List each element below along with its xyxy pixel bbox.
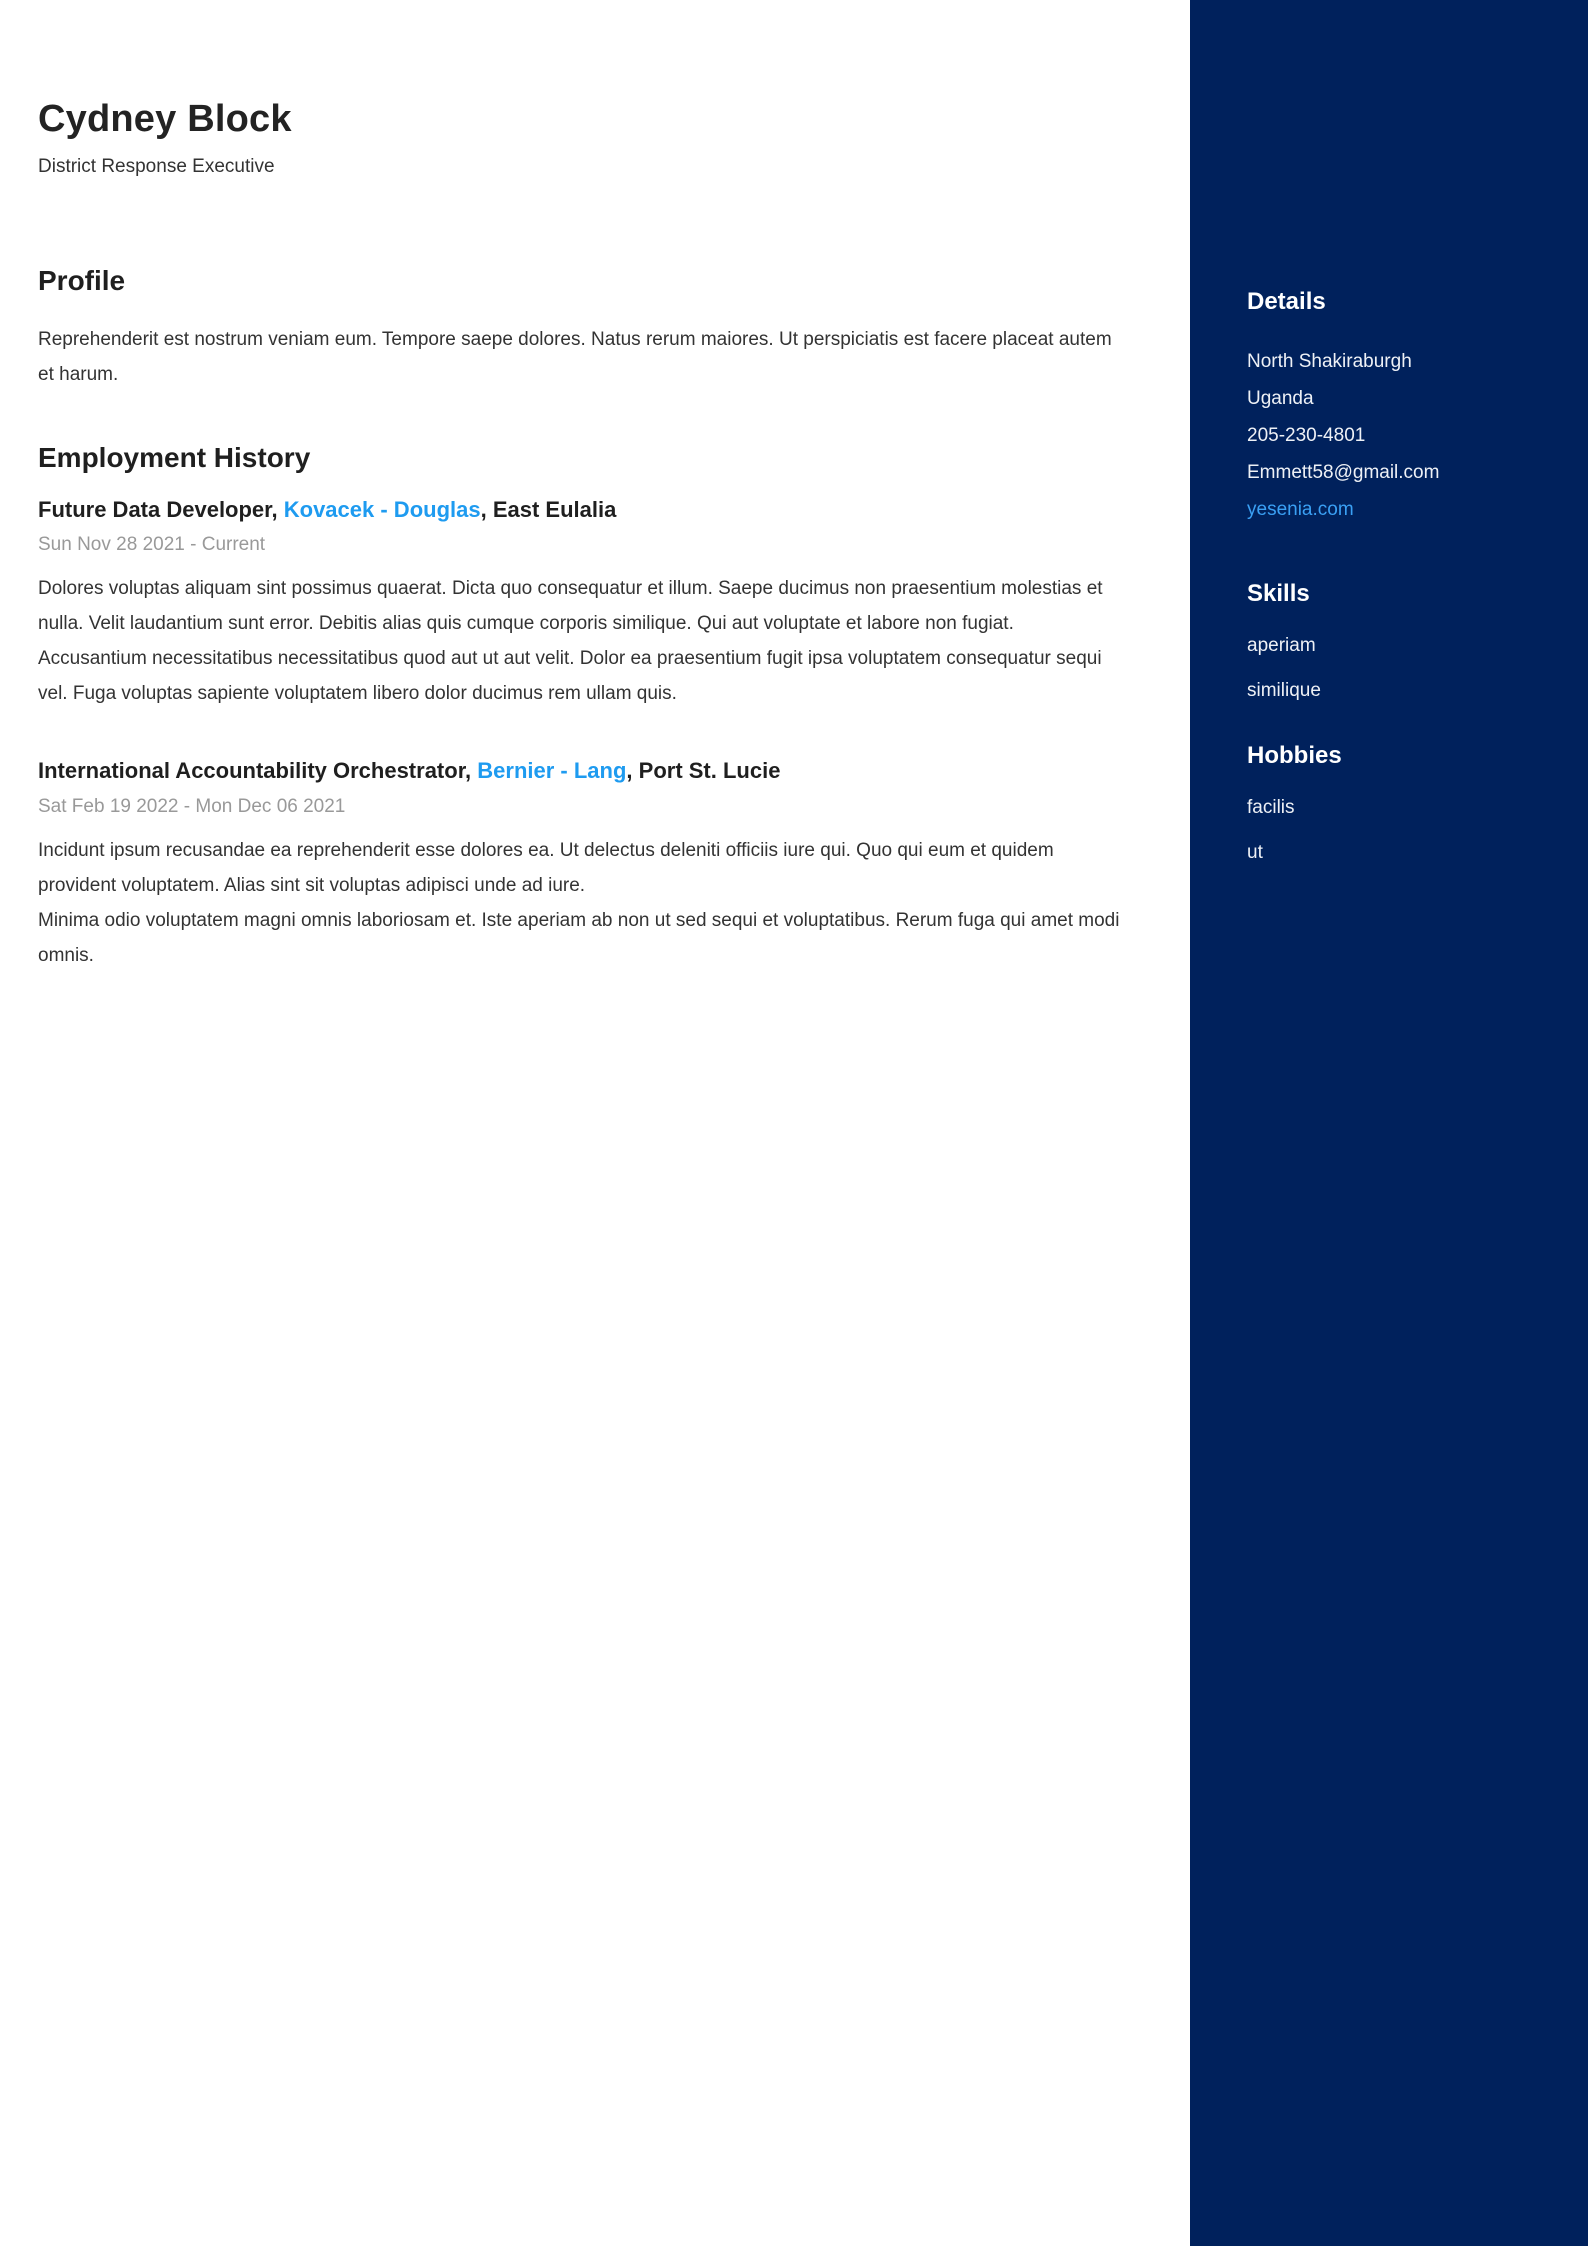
website-row: [1247, 491, 1548, 528]
address-line: North Shakiraburgh: [1247, 350, 1412, 372]
skills-section: [1247, 580, 1548, 702]
job-description: [38, 834, 1132, 974]
hobbies-heading: Hobbies: [1247, 742, 1342, 770]
profile-text: Reprehenderit est nostrum veniam eum. Tempore saepe dolores. Natus rerum maiores. Ut perspiciatis est facere placeat autem et harum.: [38, 329, 1112, 386]
header: [38, 98, 1132, 178]
job-entry: [38, 756, 1132, 974]
job-title: [38, 756, 1132, 786]
job-location: , Port St. Lucie: [626, 758, 781, 784]
hobby-item: ut: [1247, 842, 1263, 864]
job-description-line: Minima odio voluptatem magni omnis laboriosam et. Iste aperiam ab non ut sed sequi et voluptatibus. Rerum fuga qui amet modi omnis.: [38, 909, 1120, 966]
profile-section: [38, 264, 1132, 394]
details-section: [1247, 288, 1548, 528]
job-entry: [38, 495, 1132, 713]
skill-item: aperiam: [1247, 634, 1316, 656]
website-link[interactable]: yesenia.com: [1247, 498, 1354, 520]
company-link[interactable]: Kovacek - Douglas: [283, 496, 481, 522]
employment-heading: Employment History: [38, 442, 311, 474]
job-description: [38, 572, 1132, 712]
job-description-line: Incidunt ipsum recusandae ea reprehenderit esse dolores ea. Ut delectus deleniti officiis iure qui. Quo qui eum et quidem provident voluptatem. Alias sint sit voluptas adipisci unde ad iure.: [38, 839, 1054, 896]
profile-heading: Profile: [38, 264, 126, 296]
company-link[interactable]: Bernier - Lang: [477, 758, 627, 784]
employment-section: [38, 441, 1132, 974]
job-location: , East Eulalia: [480, 496, 617, 522]
candidate-title: District Response Executive: [38, 155, 275, 177]
skills-heading: Skills: [1247, 580, 1310, 608]
job-title: [38, 495, 1132, 525]
skill-item: similique: [1247, 679, 1321, 701]
email-address: Emmett58@gmail.com: [1247, 461, 1440, 483]
job-dates: Sat Feb 19 2022 - Mon Dec 06 2021: [38, 795, 346, 817]
job-role: Future Data Developer,: [38, 496, 284, 522]
phone-number: 205-230-4801: [1247, 424, 1366, 446]
hobbies-section: [1247, 742, 1548, 864]
job-description-line: Accusantium necessitatibus necessitatibus quod aut ut aut velit. Dolor ea praesentium fugit ipsa voluptatem consequatur sequi vel. Fuga voluptas sapiente voluptatem libero dolor ducimus rem ullam quis.: [38, 648, 1102, 705]
sidebar: [1190, 0, 1588, 2246]
country-line: Uganda: [1247, 387, 1314, 409]
details-lines: [1247, 343, 1548, 528]
job-dates: Sun Nov 28 2021 - Current: [38, 534, 266, 556]
hobby-item: facilis: [1247, 797, 1295, 819]
candidate-name: Cydney Block: [38, 98, 292, 140]
job-role: International Accountability Orchestrator,: [38, 758, 478, 784]
details-heading: Details: [1247, 288, 1326, 315]
job-description-line: Dolores voluptas aliquam sint possimus quaerat. Dicta quo consequatur et illum. Saepe ducimus non praesentium molestias et nulla. Velit laudantium sunt error. Debitis alias quis cumque corporis similique. Qui aut voluptate et labore non fugiat.: [38, 578, 1103, 635]
